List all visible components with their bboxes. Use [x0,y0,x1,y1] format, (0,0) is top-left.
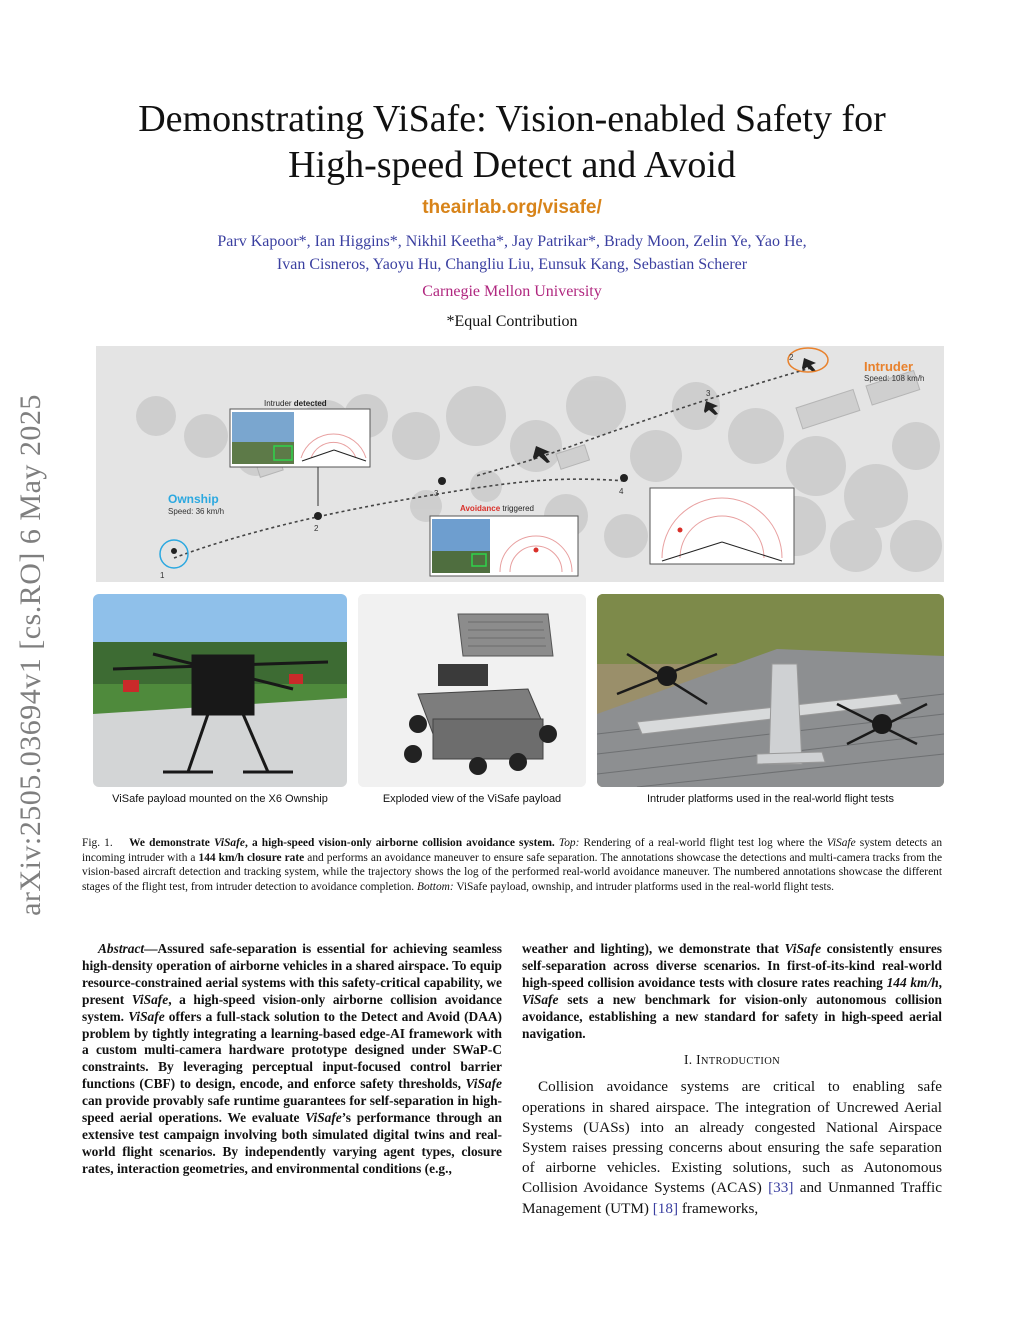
section-heading-introduction [522,1052,942,1071]
photo-visafe-payload-on-x6 [93,594,347,787]
caption-text-d: ViSafe payload, ownship, and intruder platforms used in the real-world flight tests. [453,880,834,893]
stage-number-2: 2 [314,524,319,533]
equal-contribution-note: *Equal Contribution [446,313,578,330]
abstract-cont2: consistently ensures self-separation across diverse scenarios. In first-of-its-kind real-world high-speed collision avoidance tests with closure rates reaching [522,941,942,990]
stage-number-4: 4 [619,487,624,496]
section-heading-rest: NTRODUCTION [700,1056,780,1068]
figure-caption [82,836,942,894]
photo-exploded-view-payload [358,594,586,787]
abstract-visafe-6: ViSafe [522,991,559,1007]
abstract-left-column [82,941,502,1178]
caption-text-a: Rendering of a real-world flight test log where the [579,837,827,849]
intruder-detected-label: Intruder detected [264,399,327,408]
detection-panel-3 [650,488,794,564]
intruder-label: Intruder [864,359,914,374]
flight-test-rendering [96,346,944,582]
stage-number-3: 3 [434,489,439,498]
right-column [522,941,942,1219]
intruder-stage-number-2: 2 [789,353,794,362]
caption-bold-a: We demonstrate [129,837,214,849]
caption-text-c: and performs an avoidance maneuver to ensure safe separation. The annotations showcase the detections and multi-camera tracks from the vision-based aircraft detection and tracking system, while the trajectory shows the log of the performed real-world avoidance maneuver. The numbered annotations showcase the different stages of the flight test, from intruder detection to avoidance completion. [82,851,942,893]
project-link[interactable]: theairlab.org/visafe/ [422,197,602,218]
abstract-p5: ’s performance through an extensive test campaign involving both simulated digital twins and real-world flight scenarios. By independently varying agent types, closure rates, interaction geometries, and environmental conditions (e.g., [82,1110,502,1176]
abstract-p4: can provide provably safe runtime guarantees for self-separation in high-speed aerial operations. We evaluate [82,1093,502,1126]
stage-number-1: 1 [160,571,165,580]
paper-title [80,96,944,188]
flight-test-scene [96,346,944,582]
abstract-cont1: weather and lighting), we demonstrate that [522,941,785,956]
photo-caption-1: ViSafe payload mounted on the X6 Ownship [112,793,328,805]
citation-18[interactable]: [18] [652,1199,679,1217]
abstract-p1: —Assured safe-separation is essential for achieving seamless high-density operation of airborne vehicles in a shared airspace. To equip resource-constrained aerial systems with this safety-critical capability, we present [82,941,502,1007]
photo-caption-3: Intruder platforms used in the real-world flight tests [646,793,894,805]
section-heading-initial: I [696,1052,701,1068]
intro-text-b: and Unmanned Traffic Management (UTM) [522,1179,942,1217]
arxiv-stamp-text: arXiv:2505.03694v1 [cs.RO] 6 May 2025 [14,394,47,916]
title-line-1: Demonstrating ViSafe: Vision-enabled Safety for [138,98,886,140]
abstract-visafe-5: ViSafe [784,941,822,956]
arxiv-identifier-stamp [6,352,56,958]
ownship-label: Ownship [168,492,219,506]
author-list [120,230,904,276]
caption-text-b: system detects an incoming intruder with a [82,837,943,864]
intruder-stage-number-3: 3 [706,389,711,398]
affiliation: Carnegie Mellon University [422,283,602,300]
detection-panel-2 [430,516,578,576]
abstract-visafe-2: ViSafe [128,1008,165,1024]
ownship-speed: Speed: 36 km/h [168,507,225,516]
abstract-cont4: sets a new benchmark for vision-only autonomous collision avoidance, establishing a new standard for safety in high-speed aerial navigation. [522,991,942,1041]
caption-visafe-italic: ViSafe [826,837,856,849]
detection-panel-1 [230,409,370,467]
title-line-2: High-speed Detect and Avoid [288,144,736,186]
abstract-visafe-3: ViSafe [465,1076,502,1092]
photo-intruder-platforms [597,594,944,787]
caption-closure-rate: 144 km/h closure rate [198,851,305,864]
abstract-continuation [522,941,942,1042]
citation-33[interactable]: [33] [768,1179,794,1197]
abstract-visafe-1: ViSafe [131,991,169,1007]
section-number: I. [684,1052,693,1068]
abstract-label: Abstract [98,941,145,956]
caption-bold-visafe: ViSafe [213,837,245,849]
caption-bold-c: , a high-speed vision-only airborne collision avoidance system. [244,837,555,849]
abstract-visafe-4: ViSafe [305,1110,342,1126]
intro-text-c: frameworks, [678,1199,759,1217]
abstract-p2: , a high-speed vision-only airborne collision avoidance system. [82,991,502,1024]
caption-top-label: Top: [558,837,580,849]
introduction-paragraph [522,1077,942,1218]
abstract-p3: offers a full-stack solution to the Detect and Avoid (DAA) problem by tightly integrating a learning-based edge-AI framework with a custom multi-camera hardware prototype designed under SWaP-C constraints. By leveraging perceptual input-focused control barrier functions (CBF) to design, encode, and enforce safety thresholds, [82,1008,503,1092]
photo-caption-2: Exploded view of the ViSafe payload [382,793,562,805]
abstract-cont3: , [938,974,942,990]
authors-line-1: Parv Kapoor*, Ian Higgins*, Nikhil Keetha*, Jay Patrikar*, Brady Moon, Zelin Ye, Yao He, [217,233,807,250]
intro-text-a: Collision avoidance systems are critical to enabling safe operations in shared airspace. The integration of Uncrewed Aerial Systems (UASs) into an already congested National Airspace System raises pressing concerns about ensuring the safe separation of airborne vehicles. Existing solutions, such as Autonomous Collision Avoidance Systems (ACAS) [522,1078,942,1197]
caption-bottom-label: Bottom: [416,880,454,893]
authors-line-2: Ivan Cisneros, Yaoyu Hu, Changliu Liu, Eunsuk Kang, Sebastian Scherer [276,256,748,273]
caption-label: Fig. 1. [82,837,113,849]
intruder-speed: Speed: 108 km/h [864,374,925,383]
avoidance-triggered-label: Avoidance triggered [460,504,534,513]
abstract-speed: 144 km/h [886,974,939,990]
